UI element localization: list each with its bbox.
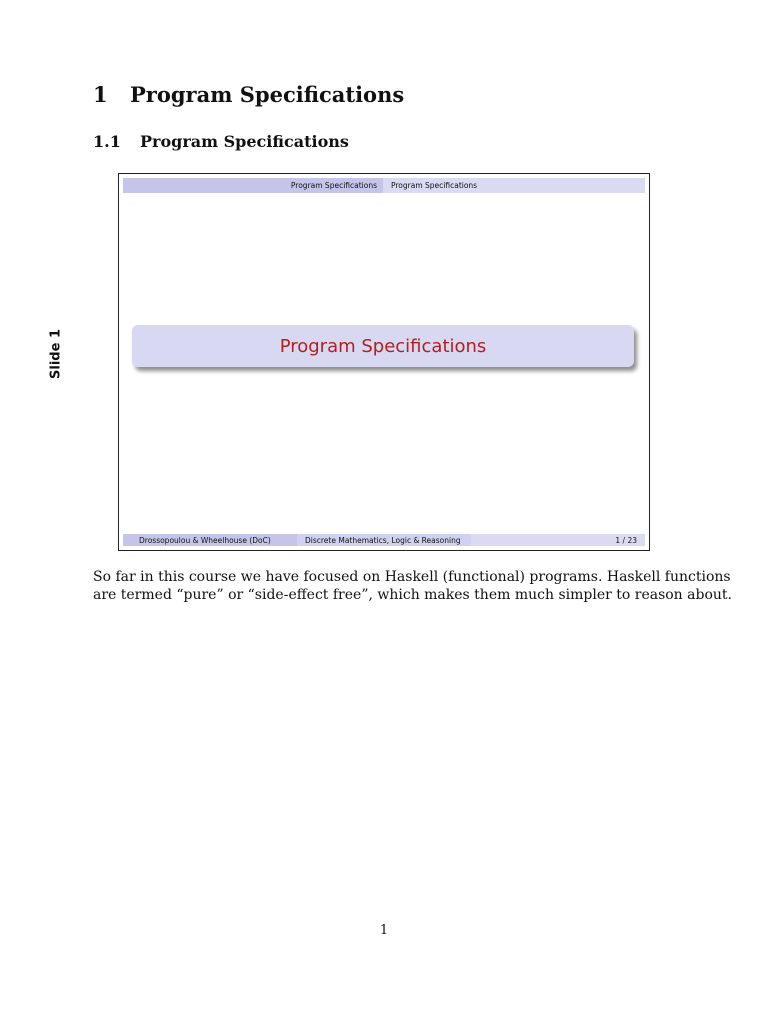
slide-footer-authors: Drossopoulou & Wheelhouse (DoC) [123, 534, 297, 546]
slide-side-label: Slide 1 [48, 329, 64, 379]
subsection-title: Program Specifications [140, 132, 349, 151]
body-line: are termed “pure” or “side-effect free”, which makes them much simpler to reason about. [93, 587, 732, 603]
section-number: 1 [93, 82, 108, 107]
slide-header-bar [123, 178, 645, 193]
body-line: So far in this course we have focused on Haskell (functional) programs. Haskell functions [93, 569, 731, 585]
subsection-heading [93, 132, 349, 151]
slide-footer-page: 1 / 23 [471, 534, 645, 546]
slide-title-box [132, 325, 634, 367]
page-number: 1 [379, 923, 389, 938]
section-title: Program Specifications [130, 82, 405, 107]
slide-footer-bar [123, 534, 645, 546]
body-paragraph [93, 568, 732, 604]
slide-frame [118, 173, 650, 551]
slide-title: Program Specifications [279, 335, 487, 357]
subsection-number: 1.1 [93, 132, 121, 151]
slide-header-subsection: Program Specifications [383, 178, 645, 193]
section-heading [93, 82, 404, 107]
slide-header-section: Program Specifications [123, 178, 383, 193]
slide-footer-course: Discrete Mathematics, Logic & Reasoning [297, 534, 471, 546]
